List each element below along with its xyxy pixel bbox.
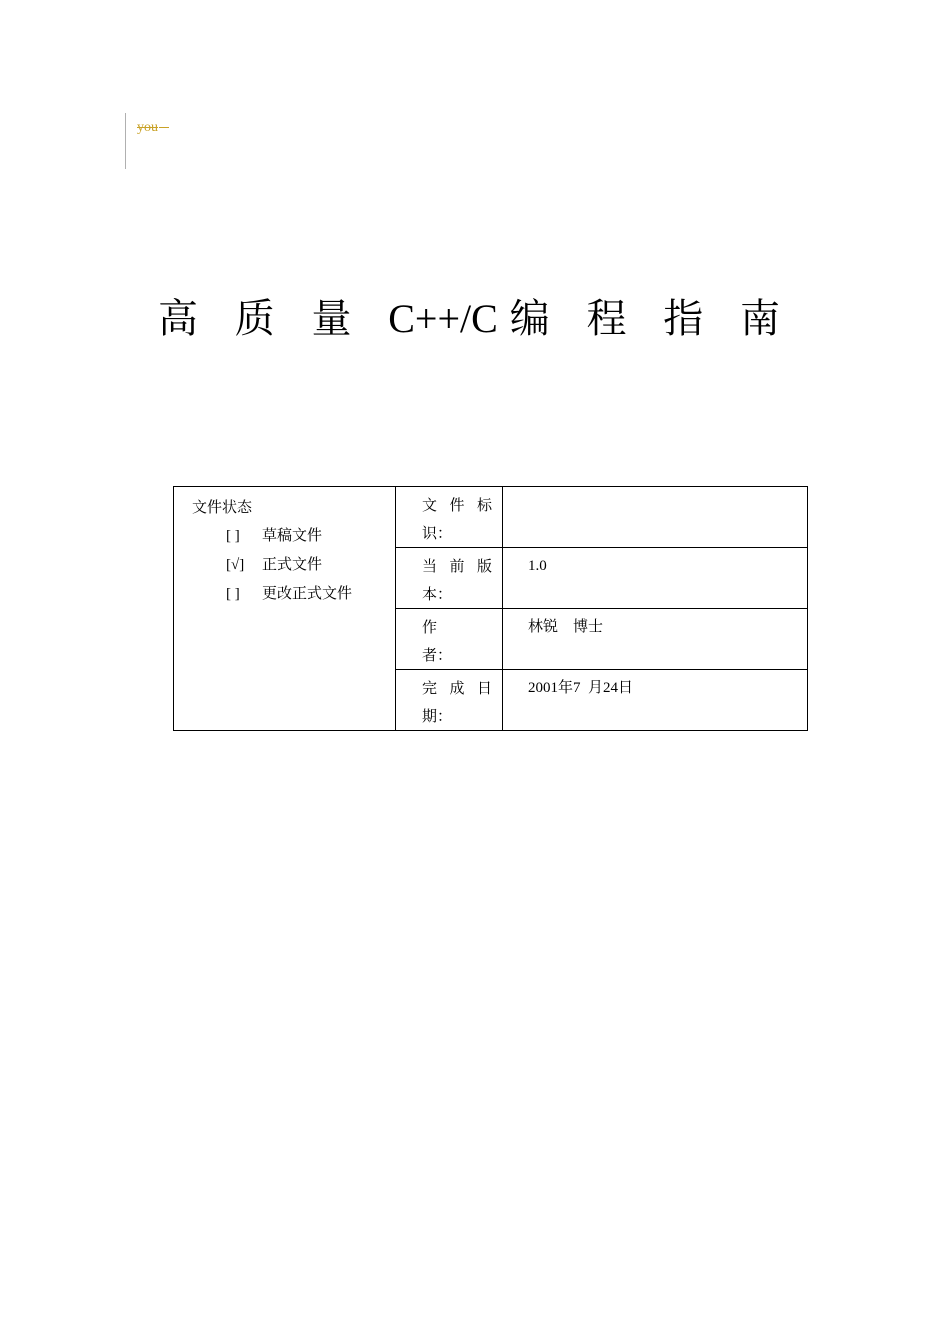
field-label-date: 完 成 日 期：	[396, 670, 503, 731]
status-item-label: 正式文件	[262, 555, 323, 573]
status-item-draft	[192, 521, 395, 550]
table-row	[174, 487, 808, 548]
field-label-author: 作 者：	[396, 609, 503, 670]
status-checkbox: [ ]	[226, 528, 240, 544]
status-item-revised	[192, 579, 395, 608]
status-item-label: 更改正式文件	[262, 584, 353, 602]
document-title	[0, 287, 950, 344]
document-status-cell	[174, 487, 396, 731]
status-checkbox: [ ]	[226, 586, 240, 602]
revision-change-bar	[125, 113, 126, 169]
title-cjk-suffix: 编 程 指 南	[509, 296, 792, 342]
field-value-doc-id	[503, 487, 808, 548]
title-latin: C++/C	[388, 296, 498, 341]
title-cjk-prefix: 高 质 量	[158, 296, 364, 342]
status-checkbox: [√]	[226, 557, 245, 573]
field-value-author: 林锐 博士	[503, 609, 808, 670]
status-heading: 文件状态	[192, 498, 253, 516]
status-item-label: 草稿文件	[262, 526, 323, 544]
field-label-doc-id: 文 件 标 识：	[396, 487, 503, 548]
field-value-version: 1.0	[503, 548, 808, 609]
field-label-version: 当 前 版 本：	[396, 548, 503, 609]
status-item-official	[192, 550, 395, 579]
field-value-date: 2001年7 月24日	[503, 670, 808, 731]
tracked-deleted-text: you	[137, 120, 169, 136]
document-info-table	[173, 486, 808, 731]
